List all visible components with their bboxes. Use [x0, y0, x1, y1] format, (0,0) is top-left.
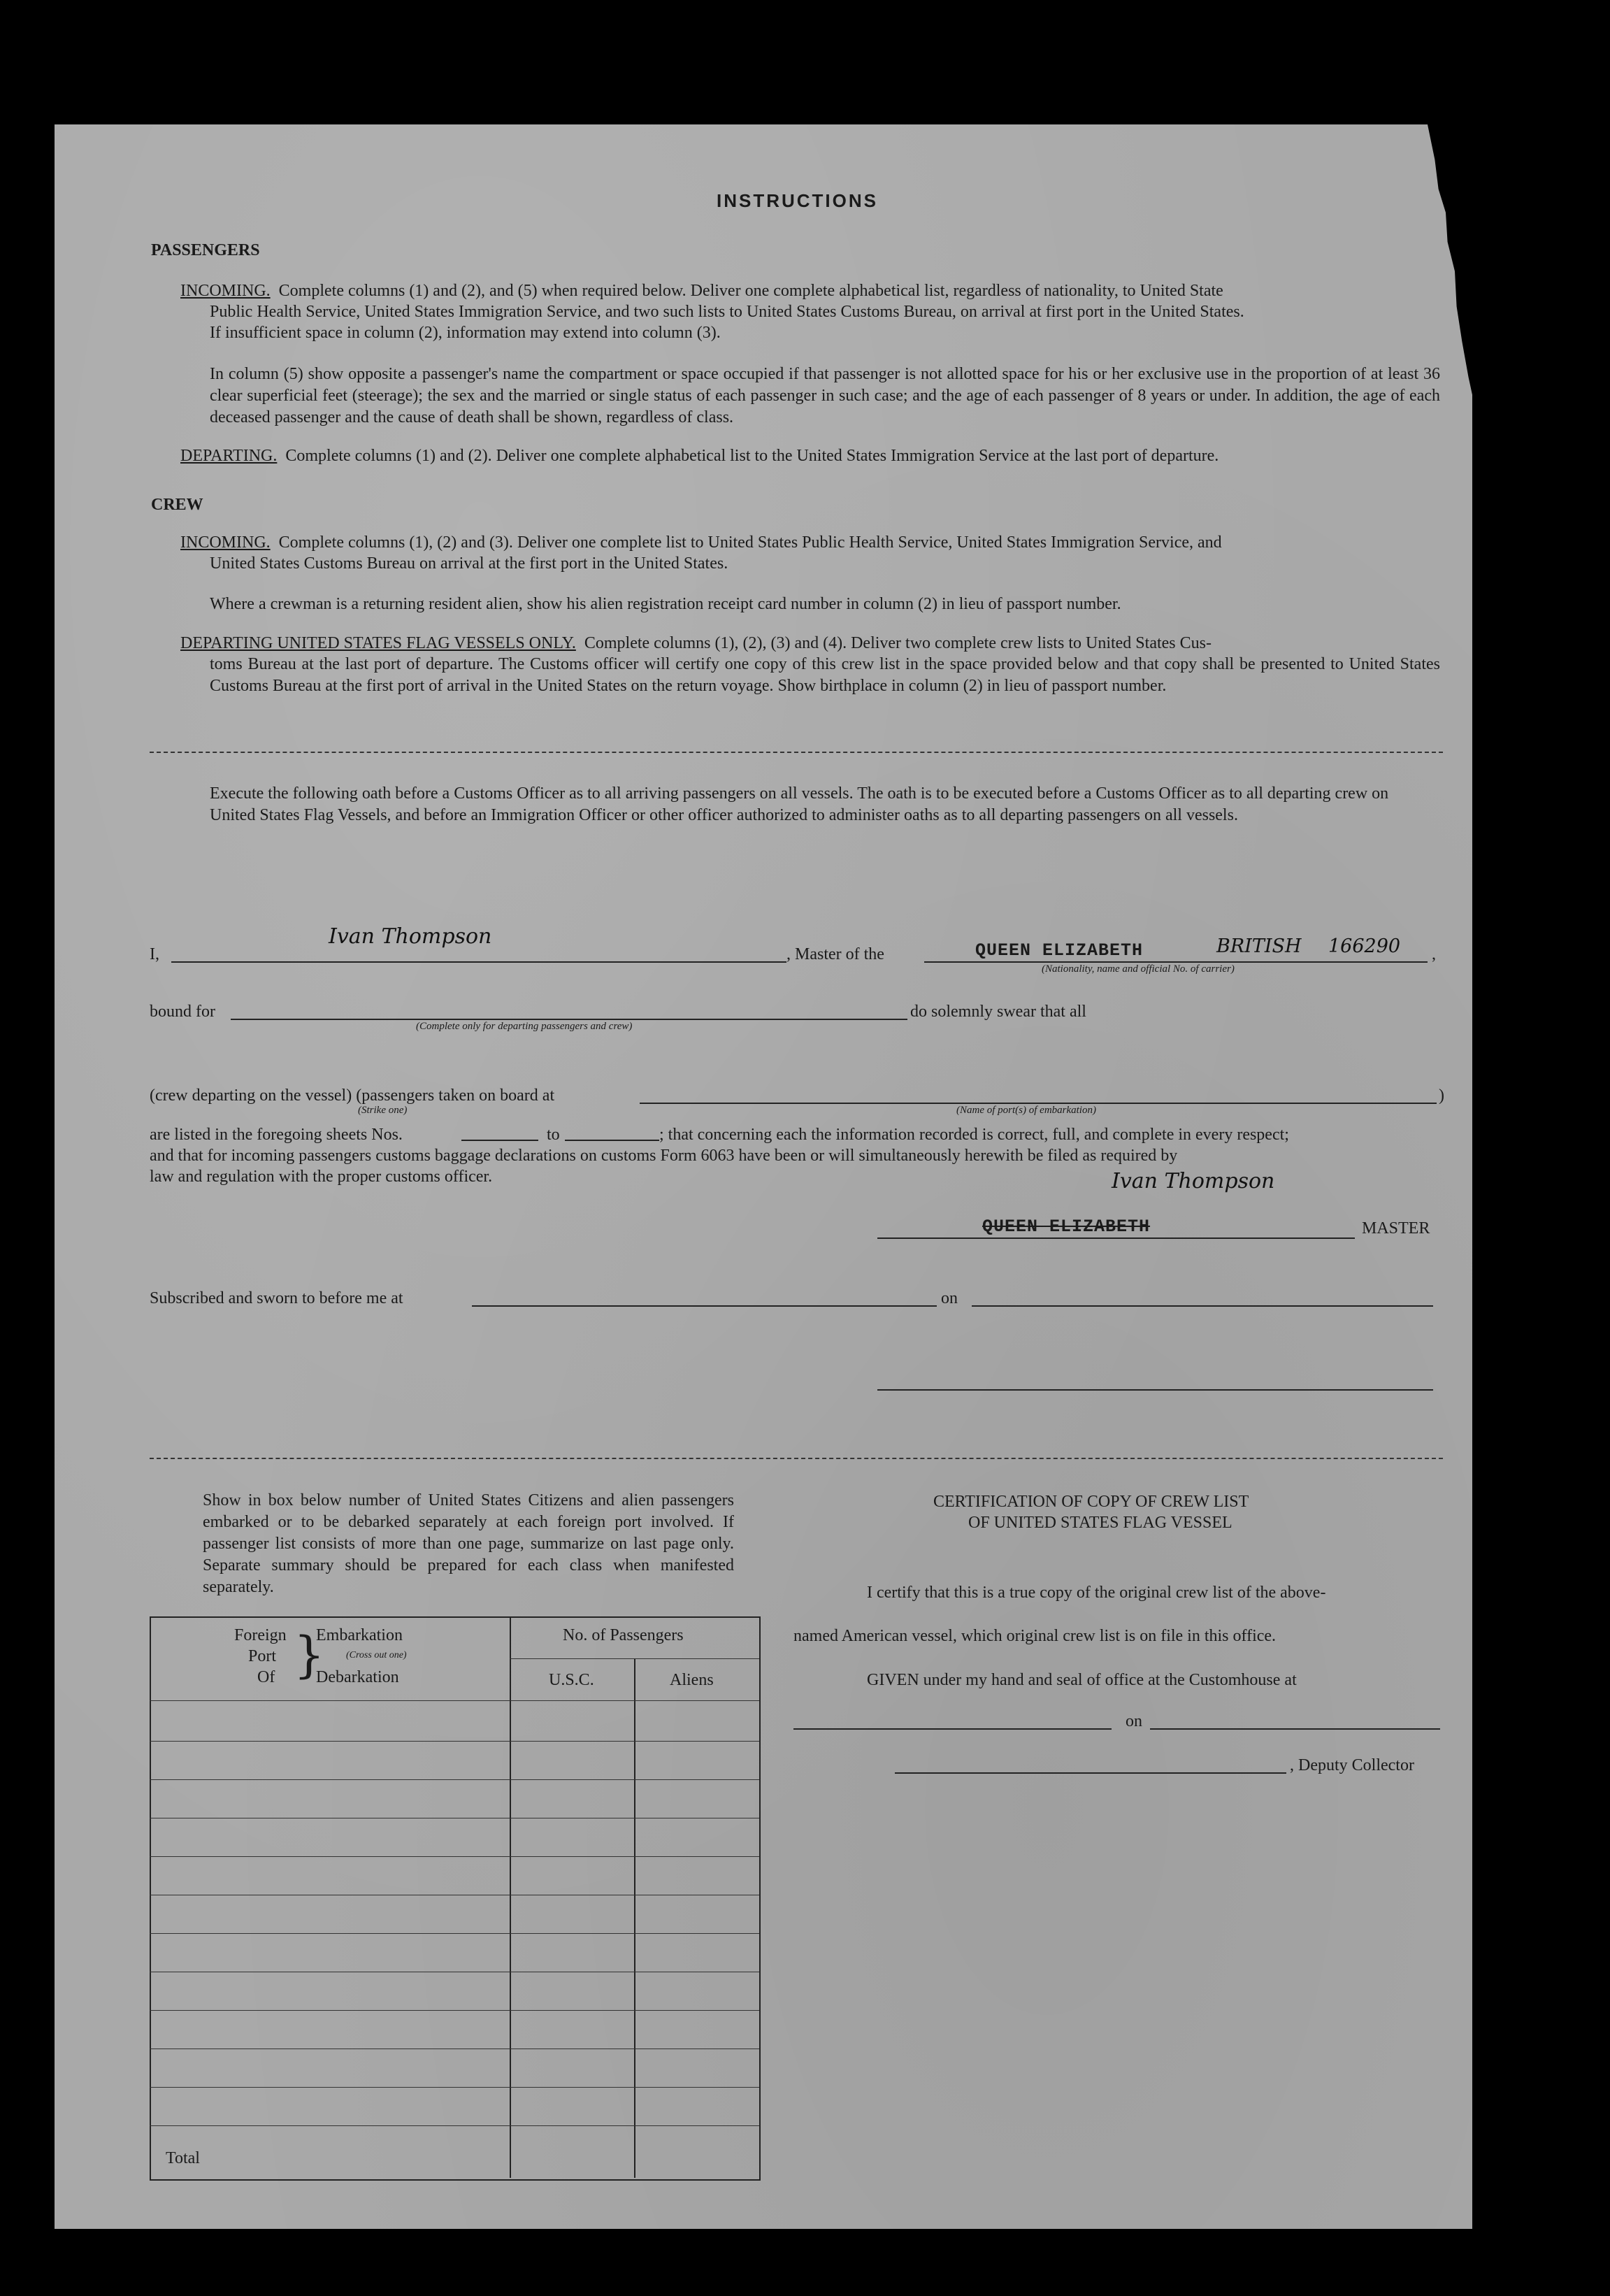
table-col-divider-2	[634, 1658, 635, 2178]
usc-label: U.S.C.	[549, 1671, 594, 1689]
listed-c: and that for incoming passengers customs baggage declarations on customs Form 6063 have been or will simultaneously herewith be filed as required by	[150, 1147, 1178, 1165]
certification-text-1: I certify that this is a true copy of the original crew list of the above-	[867, 1584, 1326, 1602]
debarkation-label: Debarkation	[316, 1668, 399, 1686]
subscribed-date-line	[972, 1305, 1433, 1307]
no-passengers-label: No. of Passengers	[563, 1626, 684, 1644]
oath-i-label: I,	[150, 945, 159, 963]
separator-line	[150, 752, 1443, 753]
listed-to: to	[547, 1126, 560, 1144]
listed-a: are listed in the foregoing sheets Nos.	[150, 1126, 403, 1144]
ports-line	[640, 1103, 1437, 1104]
passengers-incoming-label: INCOMING.	[180, 282, 271, 300]
table-header-bottom	[150, 1700, 759, 1701]
passengers-incoming-text-1: Complete columns (1) and (2), and (5) when required below. Deliver one complete alphabetical list, regardless of nationality, to United State	[278, 282, 1223, 300]
vessel-nationality: BRITISH	[1216, 935, 1302, 957]
oath-intro: Execute the following oath before a Customs Officer as to all arriving passengers on all vessels. The oath is to be executed before a Customs Officer as to all departing crew on United States Flag Vessels, and before an Immigration Officer or other officer authorized to administer oaths as to all departing passengers on all vessels.	[210, 784, 1389, 824]
deputy-collector-label: , Deputy Collector	[1290, 1756, 1414, 1774]
table-row-line	[150, 1741, 759, 1742]
passengers-col5-text: In column (5) show opposite a passenger's name the compartment or space occupied if that passenger is not allotted space for his or her exclusive use in the proportion of at least 36 clear superficial feet (steerage); the sex and the married or single status of each passenger in such case; and the age of each passenger of 8 years or under. In addition, the age of each deceased passenger and the cause of death shall be shown, regardless of class.	[210, 365, 1440, 426]
carrier-line	[924, 961, 1428, 963]
crew-incoming-label: INCOMING.	[180, 533, 271, 552]
passengers-departing-label: DEPARTING.	[180, 447, 278, 465]
crew-departing-text-2: toms Bureau at the last port of departure. The Customs officer will certify one copy of this crew list in the space provided below and that copy shall be presented to United States Customs Bureau at the first port of arrival in the United States on the return voyage. Show birthplace in column (2) in lieu of passport number.	[210, 655, 1440, 695]
passengers-departing-line	[180, 445, 1219, 467]
master-label: MASTER	[1362, 1219, 1430, 1237]
table-row-line	[150, 1856, 759, 1857]
foreign-label: Foreign	[234, 1626, 287, 1644]
table-header-split	[510, 1658, 759, 1659]
table-row-line	[150, 1933, 759, 1934]
subscribed-label: Subscribed and sworn to before me at	[150, 1289, 403, 1307]
oath-master-of-the: , Master of the	[786, 945, 884, 963]
sheet-to-line	[565, 1140, 659, 1141]
vessel-name-master: QUEEN ELIZABETH	[982, 1217, 1151, 1237]
passengers-incoming-text-2: Public Health Service, United States Immigration Service, and two such lists to United States Customs Bureau, on arrival at first port in the United States.	[210, 303, 1244, 321]
listed-d: law and regulation with the proper customs officer.	[150, 1168, 493, 1186]
strike-one-caption: (Strike one)	[358, 1105, 408, 1116]
swear-text: do solemnly swear that all	[910, 1003, 1086, 1021]
crew-departing-label: DEPARTING UNITED STATES FLAG VESSELS ONLY.	[180, 634, 576, 652]
crew-incoming-text-2: United States Customs Bureau on arrival at the first port in the United States.	[210, 554, 728, 573]
table-row-line	[150, 2125, 759, 2126]
certification-title-1: CERTIFICATION OF COPY OF CREW LIST	[933, 1493, 1249, 1511]
officer-signature-line	[877, 1389, 1433, 1391]
certification-title-2: OF UNITED STATES FLAG VESSEL	[968, 1514, 1232, 1532]
table-row-line	[150, 2087, 759, 2088]
bound-for-caption: (Complete only for departing passengers and crew)	[416, 1021, 633, 1032]
bound-for-label: bound for	[150, 1003, 215, 1021]
table-row-line	[150, 2010, 759, 2011]
master-sign-line	[877, 1237, 1355, 1239]
comma: ,	[1432, 945, 1436, 963]
crew-returning-text: Where a crewman is a returning resident alien, show his alien registration receipt card number in column (2) in lieu of passport number.	[210, 595, 1121, 613]
certification-given: GIVEN under my hand and seal of office at the Customhouse at	[867, 1671, 1297, 1689]
aliens-label: Aliens	[670, 1671, 714, 1689]
certification-text-2: named American vessel, which original crew list is on file in this office.	[793, 1627, 1277, 1645]
listed-b: ; that concerning each the information recorded is correct, full, and complete in every respect;	[659, 1126, 1289, 1144]
passenger-summary-table	[150, 1616, 761, 2181]
certification-on: on	[1126, 1712, 1142, 1730]
crew-departing-line-1	[180, 633, 1212, 654]
separator-line-2	[150, 1458, 1443, 1459]
crew-heading: CREW	[151, 496, 203, 514]
master-name-line	[171, 961, 786, 963]
table-row-line	[150, 1779, 759, 1780]
crew-incoming-text-1: Complete columns (1), (2) and (3). Deliver one complete list to United States Public Health Service, United States Immigration Service, and	[278, 533, 1222, 552]
passengers-departing-text: Complete columns (1) and (2). Deliver one complete alphabetical list to the United States Immigration Service at the last port of departure.	[285, 447, 1219, 465]
subscribed-place-line	[472, 1305, 937, 1307]
ports-caption: (Name of port(s) of embarkation)	[956, 1105, 1096, 1116]
customhouse-line	[793, 1728, 1112, 1730]
close-paren: )	[1439, 1086, 1444, 1105]
passengers-heading: PASSENGERS	[151, 241, 260, 259]
subscribed-on: on	[941, 1289, 958, 1307]
page-title: INSTRUCTIONS	[717, 190, 878, 211]
of-label: Of	[257, 1668, 275, 1686]
cross-out-caption: (Cross out one)	[346, 1650, 407, 1660]
deputy-collector-line	[895, 1772, 1286, 1774]
master-signature: Ivan Thompson	[329, 924, 492, 949]
vessel-official-no: 166290	[1328, 935, 1401, 957]
passengers-incoming-line-1	[180, 280, 1223, 302]
bound-for-line	[231, 1019, 907, 1020]
sheet-from-line	[461, 1140, 538, 1141]
port-label: Port	[248, 1647, 277, 1665]
certification-date-line	[1150, 1728, 1440, 1730]
master-signature-2: Ivan Thompson	[1112, 1169, 1275, 1193]
crew-incoming-line-1	[180, 532, 1222, 554]
brace: }	[294, 1626, 325, 1684]
crew-departing-text-1: Complete columns (1), (2), (3) and (4). Deliver two complete crew lists to United States Cus-	[584, 634, 1212, 652]
summary-instructions: Show in box below number of United States Citizens and alien passengers embarked or to be debarked separately at each foreign port involved. If passenger list consists of more than one page, summarize on last page only. Separate summary should be prepared for each class when manifested separately.	[203, 1491, 734, 1596]
total-label: Total	[166, 2149, 200, 2167]
passengers-incoming-text-3: If insufficient space in column (2), information may extend into column (3).	[210, 324, 721, 342]
embarkation-label: Embarkation	[316, 1626, 403, 1644]
crew-departing-oath: (crew departing on the vessel) (passengers taken on board at	[150, 1086, 555, 1105]
carrier-caption: (Nationality, name and official No. of carrier)	[1042, 963, 1235, 975]
vessel-name: QUEEN ELIZABETH	[975, 940, 1144, 961]
